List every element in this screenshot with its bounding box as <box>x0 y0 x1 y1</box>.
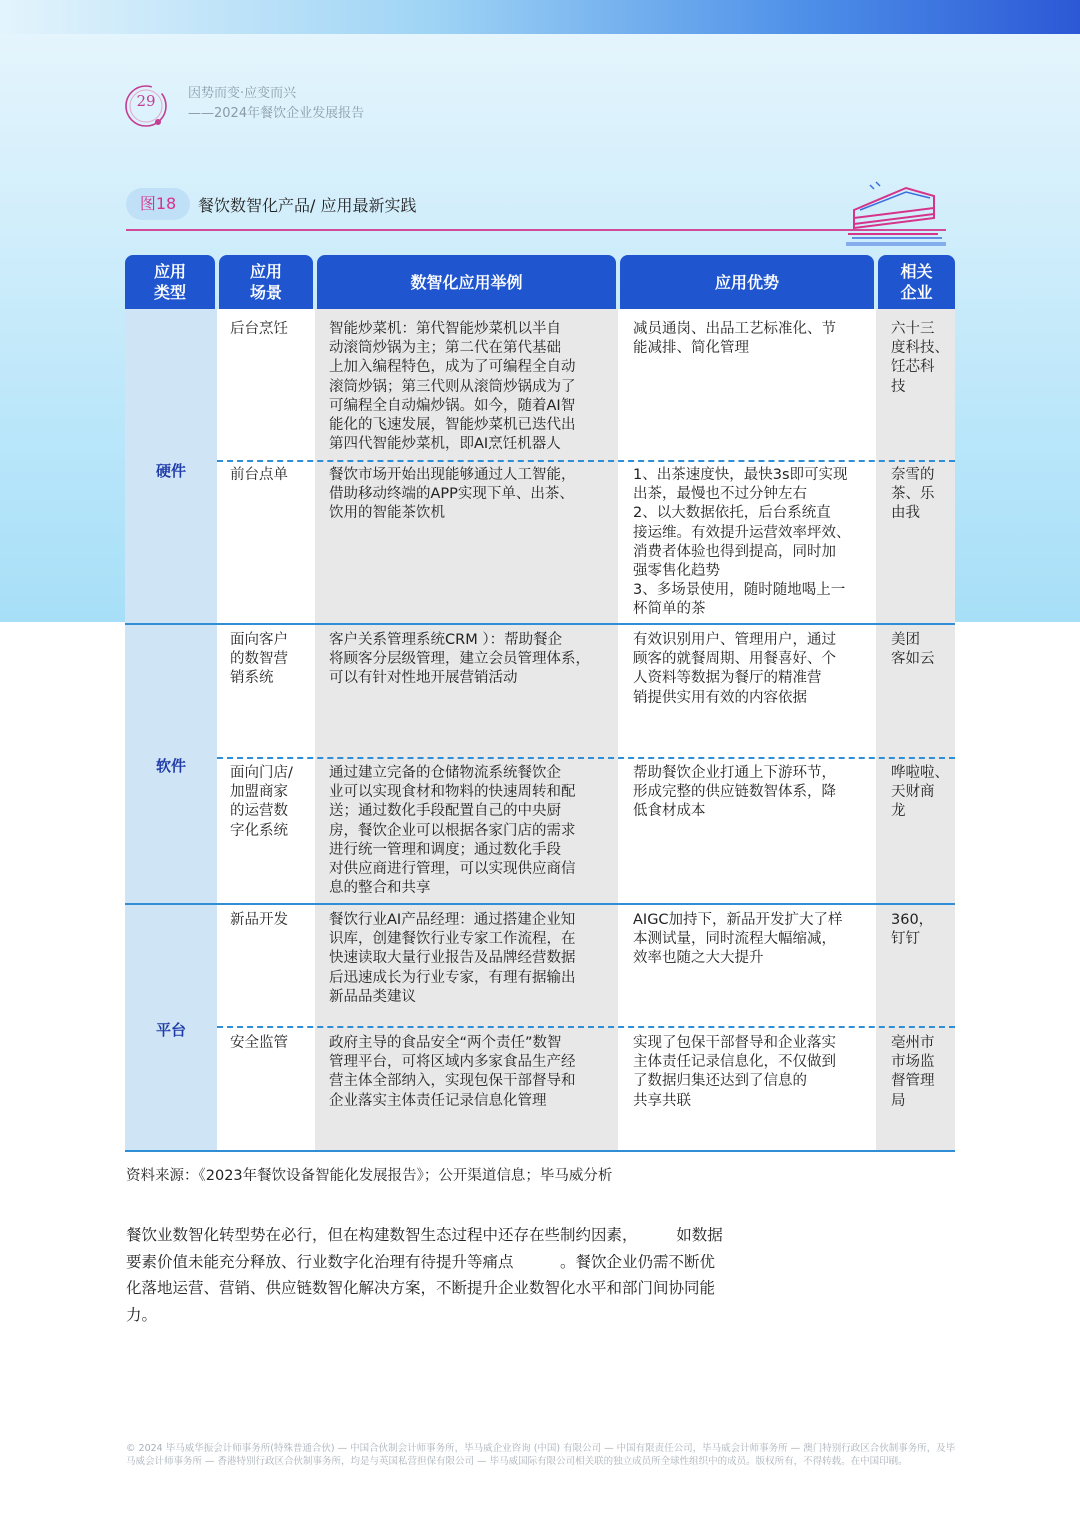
row-advantage: 实现了包保干部督导和企业落实 主体责任记录信息化，不仅做到 了数据归集还达到了信息的 共享共联 <box>633 1035 836 1109</box>
cake-slice-icon <box>846 180 946 250</box>
row-advantage: 减员通岗、出品工艺标准化、节 能减排、简化管理 <box>633 321 836 357</box>
row-example: 餐饮行业AI产品经理：通过搭建企业知 识库，创建餐饮行业专家工作流程，在 快速读取大量行业报告及品牌经营数据 后迅速成长为行业专家，有理有据输出 新品品类建议 <box>329 912 576 1005</box>
report-header-line2: ——2024年餐饮企业发展报告 <box>188 106 365 121</box>
category-software: 软件 <box>155 757 186 775</box>
row-company: 哗啦啦、 天财商 龙 <box>891 765 949 820</box>
column-band-scene <box>217 309 315 1151</box>
category-hardware: 硬件 <box>155 462 186 480</box>
header-cell-scene: 应用 场景 <box>219 255 313 309</box>
figure-title: 餐饮数智化产品/ 应用最新实践 <box>198 196 417 215</box>
column-band-company <box>876 309 955 1151</box>
header-cell-type: 应用 类型 <box>125 255 215 309</box>
row-scene: 新品开发 <box>230 912 288 928</box>
table-bottom-border <box>125 1150 955 1152</box>
row-company: 奈雪的 茶、乐 由我 <box>891 467 935 522</box>
row-divider <box>217 460 955 462</box>
row-example: 通过建立完备的仓储物流系统餐饮企 业可以实现食材和物料的快速周转和配 送；通过数化手段配置自己的中央厨 房，餐饮企业可以根据各家门店的需求 进行统一管理和调度；通过数化手段 对供应商进行管理，可以实现供应商信 息的整合和共享 <box>329 765 576 897</box>
row-scene: 前台点单 <box>230 467 288 483</box>
row-advantage: 1、出茶速度快，最快3s即可实现 出茶，最慢也不过分钟左右 2、以大数据依托，后台系统直 接运维。有效提升运营效率坪效、 消费者体验也得到提高，同时加 强零售化趋势 3、多场景使用，随时随地喝上一 杯简单的茶 <box>633 467 851 618</box>
row-advantage: 有效识别用户、管理用户，通过 顾客的就餐周期、用餐喜好、个 人资料等数据为餐厅的精准营 销提供实用有效的内容依据 <box>633 632 836 706</box>
row-company: 六十三 度科技、 饪芯科 技 <box>891 321 949 395</box>
row-advantage: 帮助餐饮企业打通上下游环节， 形成完整的供应链数智体系，降 低食材成本 <box>633 765 836 820</box>
row-company: 美团 客如云 <box>891 632 935 668</box>
header-cell-example: 数智化应用举例 <box>317 255 616 309</box>
group-divider <box>125 623 955 625</box>
figure-label: 图18 <box>126 188 190 220</box>
top-gradient-stripe <box>0 0 1080 34</box>
row-example: 客户关系管理系统CRM ）：帮助餐企 将顾客分层级管理，建立会员管理体系， 可以有针对性地开展营销活动 <box>329 632 590 687</box>
report-header-line1: 因势而变·应变而兴 <box>188 86 297 101</box>
header-cell-advantage: 应用优势 <box>620 255 874 309</box>
page-number: 29 <box>136 92 156 110</box>
figure-title-underline <box>126 229 946 231</box>
row-example: 餐饮市场开始出现能够通过人工智能， 借助移动终端的APP实现下单、出茶、 饮用的智能茶饮机 <box>329 467 576 522</box>
row-advantage: AIGC加持下，新品开发扩大了样 本测试量，同时流程大幅缩减， 效率也随之大大提升 <box>633 912 843 967</box>
row-scene: 面向门店/ 加盟商家 的运营数 字化系统 <box>230 765 293 839</box>
category-platform: 平台 <box>155 1021 186 1039</box>
copyright-footer: © 2024 毕马威华振会计师事务所(特殊普通合伙) — 中国合伙制会计师事务所，毕马威企业咨询 (中国) 有限公司 — 中国有限责任公司，毕马威会计师事务所 — 澳门特别行政区合伙制事务所，及毕马威会计师事务所 — 香港特别行政区合伙制事务所，均是与英国私营担保有限公司 — 毕马威国际有限公司相关联的独立成员所全球性组织中的成员。版权所有，不得转载。在中国印刷。 <box>126 1443 956 1467</box>
column-band-advantage <box>618 309 876 1151</box>
header-cell-company: 相关 企业 <box>878 255 955 309</box>
source-note: 资料来源：《2023年餐饮设备智能化发展报告》；公开渠道信息；毕马威分析 <box>126 1168 613 1184</box>
row-example: 智能炒菜机：第代智能炒菜机以半自 动滚筒炒锅为主；第二代在第代基础 上加入编程特色，成为了可编程全自动 滚筒炒锅；第三代则从滚筒炒锅成为了 可编程全自动煸炒锅。如今，随着AI智 能化的飞速发展，智能炒菜机已迭代出 第四代智能炒菜机，即AI烹饪机器人 <box>329 321 576 453</box>
row-scene: 安全监管 <box>230 1035 288 1051</box>
row-scene: 面向客户 的数智营 销系统 <box>230 632 288 687</box>
row-divider <box>217 757 955 759</box>
body-paragraph: 餐饮业数智化转型势在必行，但在构建数智生态过程中还存在些制约因素， 如数据要素价值未能充分释放、行业数字化治理有待提升等痛点 。餐饮企业仍需不断优化落地运营、营销、供应链数智化解决方案，不断提升企业数智化水平和部门间协同能力。 <box>126 1226 723 1324</box>
row-scene: 后台烹饪 <box>230 321 288 337</box>
row-company: 亳州市 市场监 督管理 局 <box>891 1035 935 1109</box>
row-company: 360， 钉钉 <box>891 912 934 948</box>
row-divider <box>217 1026 955 1028</box>
group-divider <box>125 903 955 905</box>
row-example: 政府主导的食品安全“两个责任”数智 管理平台，可将区域内多家食品生产经 营主体全部纳入，实现包保干部督导和 企业落实主体责任记录信息化管理 <box>329 1035 576 1109</box>
